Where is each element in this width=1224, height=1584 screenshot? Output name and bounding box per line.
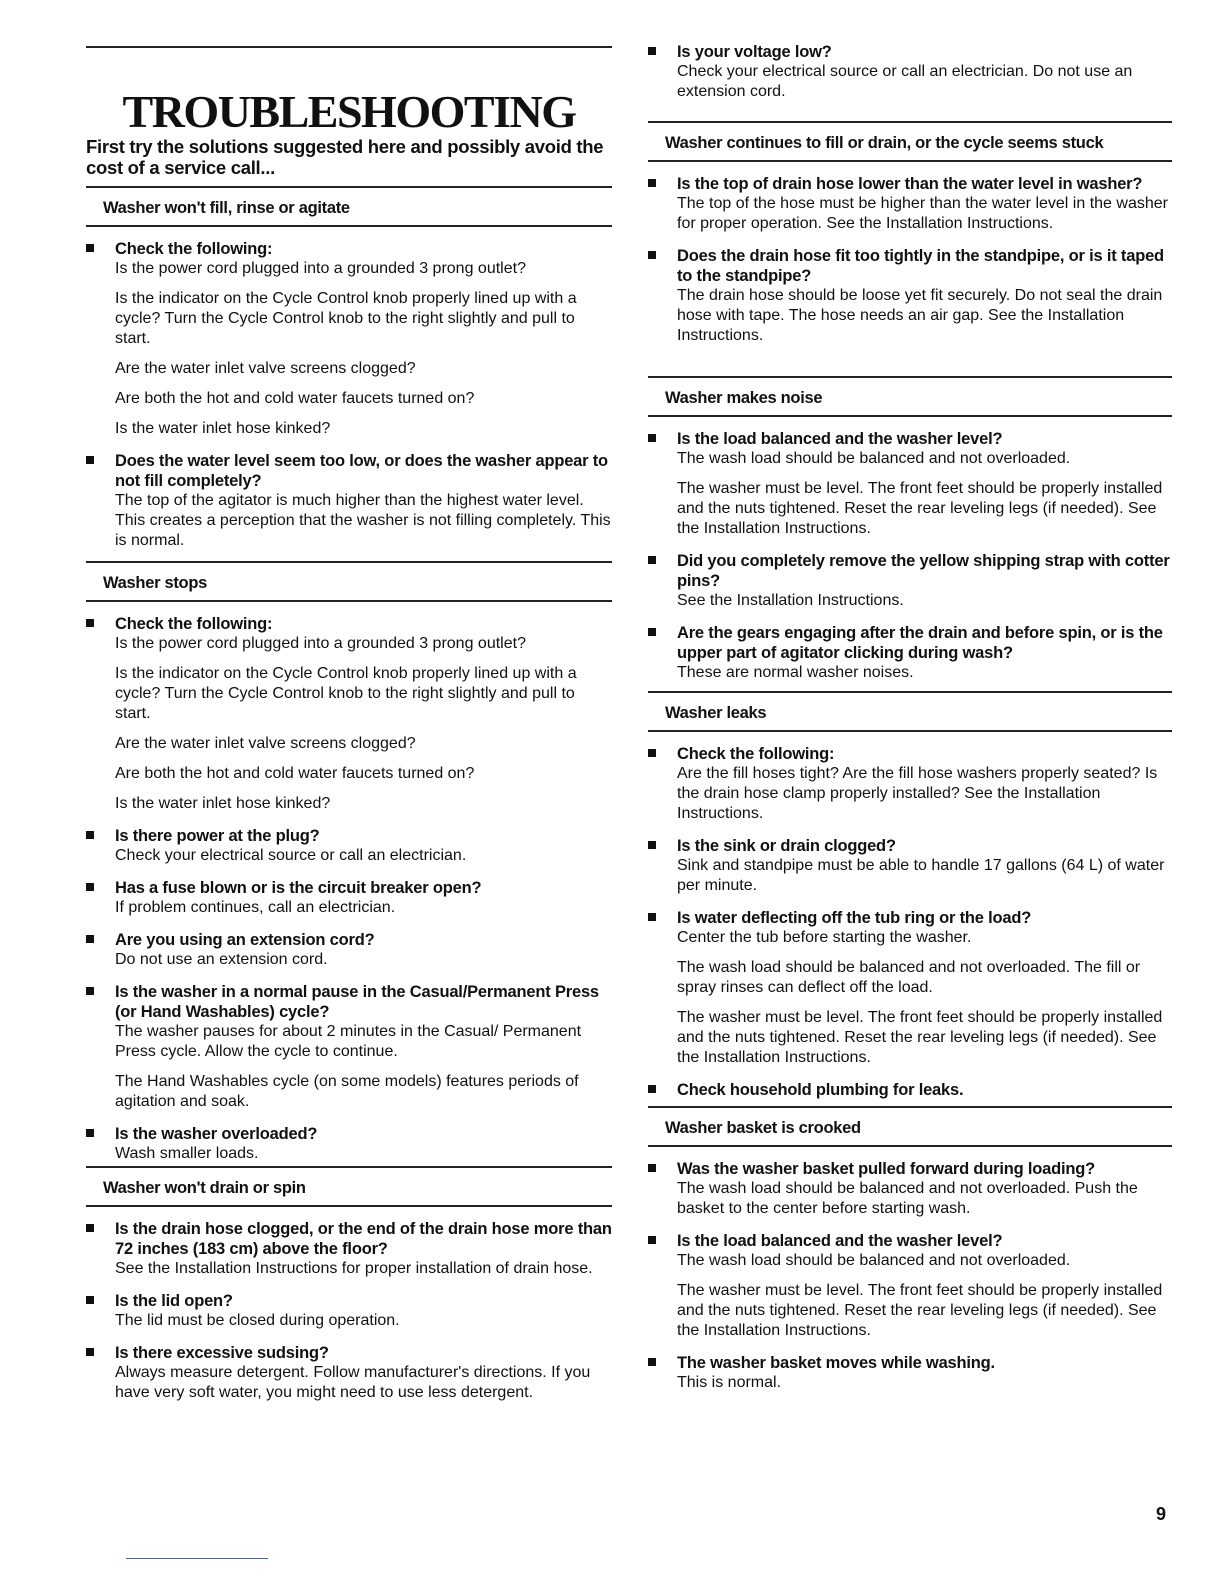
answer-text: See the Installation Instructions. — [677, 592, 904, 609]
answer-text: The Hand Washables cycle (on some models) features periods of agitation and soak. — [115, 1073, 579, 1110]
list-item — [86, 1291, 612, 1331]
section-wont-fill — [86, 186, 612, 551]
question-text: Is the top of drain hose lower than the water level in washer? — [677, 175, 1143, 193]
section-leaks — [648, 691, 1172, 1100]
section-noise — [648, 376, 1172, 683]
list-item — [648, 908, 1172, 1068]
list-item — [86, 930, 612, 970]
section-heading: Washer won't fill, rinse or agitate — [86, 186, 612, 227]
question-text: Is your voltage low? — [677, 43, 832, 61]
list-item — [86, 239, 612, 439]
question-text: Is there excessive sudsing? — [115, 1344, 329, 1362]
answer-text: Are both the hot and cold water faucets turned on? — [115, 390, 475, 407]
item-list — [648, 744, 1172, 1100]
item-list — [86, 614, 612, 1164]
answer-text: Is the power cord plugged into a grounded 3 prong outlet? — [115, 635, 526, 652]
answer-text: Are the water inlet valve screens clogged? — [115, 735, 416, 752]
answer-text: If problem continues, call an electrician. — [115, 899, 396, 916]
question-text: Check the following: — [115, 615, 273, 633]
list-item — [648, 246, 1172, 346]
section-heading: Washer continues to fill or drain, or the cycle seems stuck — [648, 121, 1172, 162]
item-list — [648, 429, 1172, 683]
answer-text: The wash load should be balanced and not overloaded. Push the basket to the center before starting wash. — [677, 1180, 1138, 1217]
answer-text: Is the power cord plugged into a grounded 3 prong outlet? — [115, 260, 526, 277]
page-title: TROUBLESHOOTING — [122, 85, 576, 137]
answer-text: The wash load should be balanced and not overloaded. — [677, 450, 1071, 467]
answer-text: These are normal washer noises. — [677, 664, 914, 681]
question-text: Does the water level seem too low, or does the washer appear to not fill completely? — [115, 452, 608, 490]
list-item — [86, 982, 612, 1112]
list-item — [86, 1124, 612, 1164]
answer-text: Always measure detergent. Follow manufacturer's directions. If you have very soft water, you might need to use less detergent. — [115, 1364, 591, 1401]
list-item — [86, 1343, 612, 1403]
question-text: Check household plumbing for leaks. — [677, 1081, 964, 1099]
answer-text: Sink and standpipe must be able to handle 17 gallons (64 L) of water per minute. — [677, 857, 1165, 894]
answer-text: The wash load should be balanced and not overloaded. — [677, 1252, 1071, 1269]
answer-text: Do not use an extension cord. — [115, 951, 328, 968]
answer-text: Are the fill hoses tight? Are the fill hose washers properly seated? Is the drain hose clamp properly installed? See the Installation Instructions. — [677, 765, 1158, 822]
list-item — [86, 614, 612, 814]
list-item — [86, 1219, 612, 1279]
answer-text: Is the water inlet hose kinked? — [115, 795, 331, 812]
question-text: Was the washer basket pulled forward during loading? — [677, 1160, 1096, 1178]
item-list — [86, 1219, 612, 1403]
answer-text: Check your electrical source or call an electrician. Do not use an extension cord. — [677, 63, 1133, 100]
section-heading: Washer stops — [86, 561, 612, 602]
footer-rule — [126, 1558, 268, 1559]
list-item — [648, 623, 1172, 683]
question-text: Did you completely remove the yellow shipping strap with cotter pins? — [677, 552, 1170, 590]
question-text: Is water deflecting off the tub ring or the load? — [677, 909, 1032, 927]
question-text: The washer basket moves while washing. — [677, 1354, 995, 1372]
answer-text: The top of the agitator is much higher than the highest water level. This creates a perception that the washer is not filling completely. This is normal. — [115, 492, 611, 549]
item-list — [86, 239, 612, 551]
answer-text: Is the indicator on the Cycle Control knob properly lined up with a cycle? Turn the Cycle Control knob to the right slightly and pull to start. — [115, 665, 577, 722]
section-stuck — [648, 121, 1172, 346]
question-text: Is the load balanced and the washer level? — [677, 1232, 1003, 1250]
question-text: Is the lid open? — [115, 1292, 233, 1310]
answer-text: The washer pauses for about 2 minutes in the Casual/ Permanent Press cycle. Allow the cycle to continue. — [115, 1023, 582, 1060]
answer-text: This is normal. — [677, 1374, 782, 1391]
answer-text: Center the tub before starting the washer. — [677, 929, 972, 946]
answer-text: The washer must be level. The front feet should be properly installed and the nuts tightened. Reset the rear leveling legs (if needed). See the Installation Instructions. — [677, 480, 1163, 537]
question-text: Check the following: — [677, 745, 835, 763]
list-item — [648, 1353, 1172, 1393]
question-text: Is the drain hose clogged, or the end of the drain hose more than 72 inches (183 cm) above the floor? — [115, 1220, 612, 1258]
question-text: Does the drain hose fit too tightly in the standpipe, or is it taped to the standpipe? — [677, 247, 1164, 285]
list-item — [648, 42, 1172, 102]
list-item — [86, 878, 612, 918]
item-list — [648, 1159, 1172, 1393]
section-heading: Washer makes noise — [648, 376, 1172, 417]
question-text: Is there power at the plug? — [115, 827, 320, 845]
answer-text: The washer must be level. The front feet should be properly installed and the nuts tightened. Reset the rear leveling legs (if needed). See the Installation Instructions. — [677, 1282, 1163, 1339]
answer-text: Wash smaller loads. — [115, 1145, 259, 1162]
list-item — [86, 451, 612, 551]
section-wont-drain — [86, 1166, 612, 1403]
question-text: Check the following: — [115, 240, 273, 258]
item-list — [648, 174, 1172, 346]
section-stops — [86, 561, 612, 1164]
list-item — [648, 429, 1172, 539]
question-text: Is the load balanced and the washer level? — [677, 430, 1003, 448]
answer-text: The top of the hose must be higher than the water level in the washer for proper operation. See the Installation Instructions. — [677, 195, 1168, 232]
question-text: Are the gears engaging after the drain and before spin, or is the upper part of agitator clicking during wash? — [677, 624, 1163, 662]
list-item — [648, 174, 1172, 234]
list-item — [648, 1231, 1172, 1341]
section-heading: Washer basket is crooked — [648, 1106, 1172, 1147]
list-item — [86, 826, 612, 866]
title-rule — [86, 46, 612, 48]
answer-text: Is the indicator on the Cycle Control knob properly lined up with a cycle? Turn the Cycle Control knob to the right slightly and pull to start. — [115, 290, 577, 347]
list-item — [648, 836, 1172, 896]
answer-text: See the Installation Instructions for proper installation of drain hose. — [115, 1260, 593, 1277]
section-heading: Washer won't drain or spin — [86, 1166, 612, 1207]
answer-text: The lid must be closed during operation. — [115, 1312, 400, 1329]
answer-text: Are the water inlet valve screens clogged? — [115, 360, 416, 377]
answer-text: Check your electrical source or call an electrician. — [115, 847, 467, 864]
question-text: Has a fuse blown or is the circuit breaker open? — [115, 879, 482, 897]
answer-text: Are both the hot and cold water faucets turned on? — [115, 765, 475, 782]
section-voltage — [648, 32, 1172, 102]
question-text: Are you using an extension cord? — [115, 931, 375, 949]
section-crooked — [648, 1106, 1172, 1393]
answer-text: The washer must be level. The front feet should be properly installed and the nuts tightened. Reset the rear leveling legs (if needed). See the Installation Instructions. — [677, 1009, 1163, 1066]
list-item — [648, 1159, 1172, 1219]
item-list — [648, 42, 1172, 102]
question-text: Is the sink or drain clogged? — [677, 837, 896, 855]
question-text: Is the washer overloaded? — [115, 1125, 318, 1143]
intro-text: First try the solutions suggested here and possibly avoid the cost of a service call... — [86, 136, 604, 178]
list-item — [648, 1080, 1172, 1100]
answer-text: The drain hose should be loose yet fit securely. Do not seal the drain hose with tape. The hose needs an air gap. See the Installation Instructions. — [677, 287, 1163, 344]
page-number: 9 — [1156, 1504, 1167, 1524]
answer-text: The wash load should be balanced and not overloaded. The fill or spray rinses can deflect off the load. — [677, 959, 1141, 996]
list-item — [648, 744, 1172, 824]
list-item — [648, 551, 1172, 611]
section-heading: Washer leaks — [648, 691, 1172, 732]
answer-text: Is the water inlet hose kinked? — [115, 420, 331, 437]
question-text: Is the washer in a normal pause in the Casual/Permanent Press (or Hand Washables) cycle? — [115, 983, 599, 1021]
